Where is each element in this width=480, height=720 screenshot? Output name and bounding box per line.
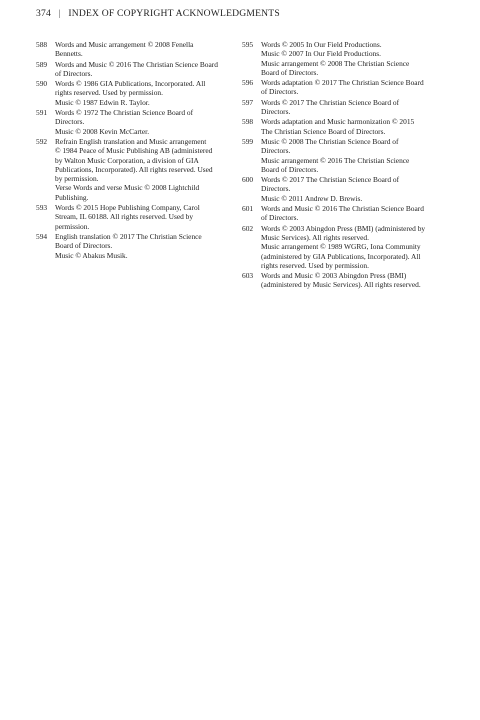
entry-number: 594 [36, 231, 48, 241]
entry-line: Words © 1986 GIA Publications, Incorporated. All [55, 79, 206, 89]
entry-text [55, 79, 234, 107]
entry-line: Directors. [261, 107, 291, 117]
entry-text [261, 40, 452, 77]
acknowledgment-entry [36, 108, 234, 136]
acknowledgment-entry [242, 137, 452, 174]
entry-line: of Directors. [55, 68, 93, 78]
acknowledgment-entry [242, 40, 452, 77]
acknowledgment-entry [242, 175, 452, 203]
entry-line: Music Services). All rights reserved. [261, 232, 369, 242]
right-column [242, 40, 452, 291]
entry-text [261, 224, 452, 270]
entry-line: Music © 2008 The Christian Science Board of [261, 136, 399, 146]
entry-line: Music © Abakus Musik. [55, 250, 128, 260]
entry-line: Words and Music © 2003 Abingdon Press (BMI) [261, 271, 407, 281]
entry-line: rights reserved. Used by permission. [55, 88, 163, 98]
acknowledgment-entry [36, 232, 234, 260]
entry-number: 588 [36, 40, 48, 49]
acknowledgment-entry [242, 204, 452, 223]
entry-line: Words and Music © 2016 The Christian Science Board [55, 59, 218, 69]
entry-line: Words and Music arrangement © 2008 Fenella [55, 40, 194, 49]
entry-line: Music © 2011 Andrew D. Brewis. [261, 193, 363, 203]
entry-number: 599 [242, 136, 254, 146]
entry-line: Publications, Incorporated). All rights reserved. Used [55, 164, 213, 174]
entry-line: (administered by Music Services). All rights reserved. [261, 280, 421, 290]
entry-line: of Directors. [261, 213, 299, 223]
entry-line: Music arrangement © 2016 The Christian Science [261, 155, 410, 165]
acknowledgment-entry [36, 137, 234, 202]
entry-line: Directors. [261, 184, 291, 194]
entry-line: The Christian Science Board of Directors. [261, 126, 386, 136]
entry-line: Words adaptation © 2017 The Christian Science Board [261, 78, 424, 88]
entry-number: 595 [242, 40, 254, 49]
entry-line: Verse Words and verse Music © 2008 Lightchild [55, 183, 200, 193]
entry-line: Words and Music © 2016 The Christian Science Board [261, 204, 424, 214]
entry-number: 603 [242, 271, 254, 281]
entry-number: 591 [36, 108, 48, 118]
entry-number: 598 [242, 117, 254, 127]
entry-text [261, 204, 452, 223]
entry-number: 590 [36, 79, 48, 89]
entry-line: Music © 2007 In Our Field Productions. [261, 49, 381, 59]
entry-text [261, 117, 452, 136]
entry-text [261, 175, 452, 203]
entry-line: Board of Directors. [261, 67, 319, 77]
acknowledgment-entry [36, 60, 234, 79]
entry-line: Music arrangement © 1989 WGRG, Iona Community [261, 242, 421, 252]
entry-line: Refrain English translation and Music arrangement [55, 136, 207, 146]
entry-number: 602 [242, 223, 254, 233]
entry-number: 596 [242, 78, 254, 88]
entry-line: Words adaptation and Music harmonization © 2015 [261, 117, 415, 127]
entry-line: (administered by GIA Publications, Incorporated). All [261, 251, 421, 261]
entry-line: Music © 1987 Edwin R. Taylor. [55, 97, 150, 107]
entry-line: Board of Directors. [55, 241, 113, 251]
entry-number: 597 [242, 97, 254, 107]
acknowledgment-entry [36, 79, 234, 107]
acknowledgment-entry [242, 271, 452, 290]
entry-text [55, 232, 234, 260]
entry-line: of Directors. [261, 87, 299, 97]
acknowledgment-entry [242, 117, 452, 136]
entry-line: Directors. [261, 146, 291, 156]
entry-line: rights reserved. Used by permission. [261, 260, 369, 270]
left-column [36, 40, 234, 261]
entry-line: Board of Directors. [261, 164, 319, 174]
entry-line: Words © 2015 Hope Publishing Company, Carol [55, 203, 200, 213]
entry-line: Publishing. [55, 192, 89, 202]
entry-number: 592 [36, 136, 48, 146]
entry-line: Directors. [55, 117, 85, 127]
entry-number: 593 [36, 203, 48, 213]
entry-line: Words © 2003 Abingdon Press (BMI) (administered by [261, 223, 426, 233]
acknowledgment-entry [36, 40, 234, 59]
entry-line: by permission. [55, 174, 99, 184]
entry-text [261, 78, 452, 97]
acknowledgment-entry [36, 203, 234, 231]
entry-line: Words © 2017 The Christian Science Board of [261, 97, 400, 107]
entry-line: English translation © 2017 The Christian Science [55, 231, 202, 241]
entry-line: Words © 1972 The Christian Science Board of [55, 108, 194, 118]
entry-line: permission. [55, 221, 90, 231]
entry-number: 589 [36, 59, 48, 69]
running-header [36, 8, 280, 19]
entry-number: 600 [242, 175, 254, 185]
entry-line: © 1984 Peace of Music Publishing AB (administered [55, 146, 213, 156]
entry-text [55, 108, 234, 136]
entry-number: 601 [242, 204, 254, 214]
entry-text [55, 60, 234, 79]
entry-line: Stream, IL 60188. All rights reserved. Used by [55, 212, 194, 222]
entry-line: Words © 2017 The Christian Science Board of [261, 175, 400, 185]
entry-text [261, 137, 452, 174]
entry-line: Music arrangement © 2008 The Christian Science [261, 58, 410, 68]
entry-text [55, 40, 234, 59]
acknowledgment-entry [242, 224, 452, 270]
page-number: 374 [36, 8, 51, 19]
acknowledgment-entry [242, 98, 452, 117]
acknowledgment-entry [242, 78, 452, 97]
entry-line: Bennetts. [55, 49, 83, 59]
entry-line: Music © 2008 Kevin McCarter. [55, 126, 150, 136]
entry-line: by Walton Music Corporation, a division of GIA [55, 155, 199, 165]
entry-text [261, 98, 452, 117]
entry-text [55, 137, 234, 202]
entry-text [261, 271, 452, 290]
entry-text [55, 203, 234, 231]
header-title: INDEX OF COPYRIGHT ACKNOWLEDGMENTS [68, 8, 280, 19]
entry-line: Words © 2005 In Our Field Productions. [261, 40, 382, 49]
header-separator: | [58, 8, 61, 19]
